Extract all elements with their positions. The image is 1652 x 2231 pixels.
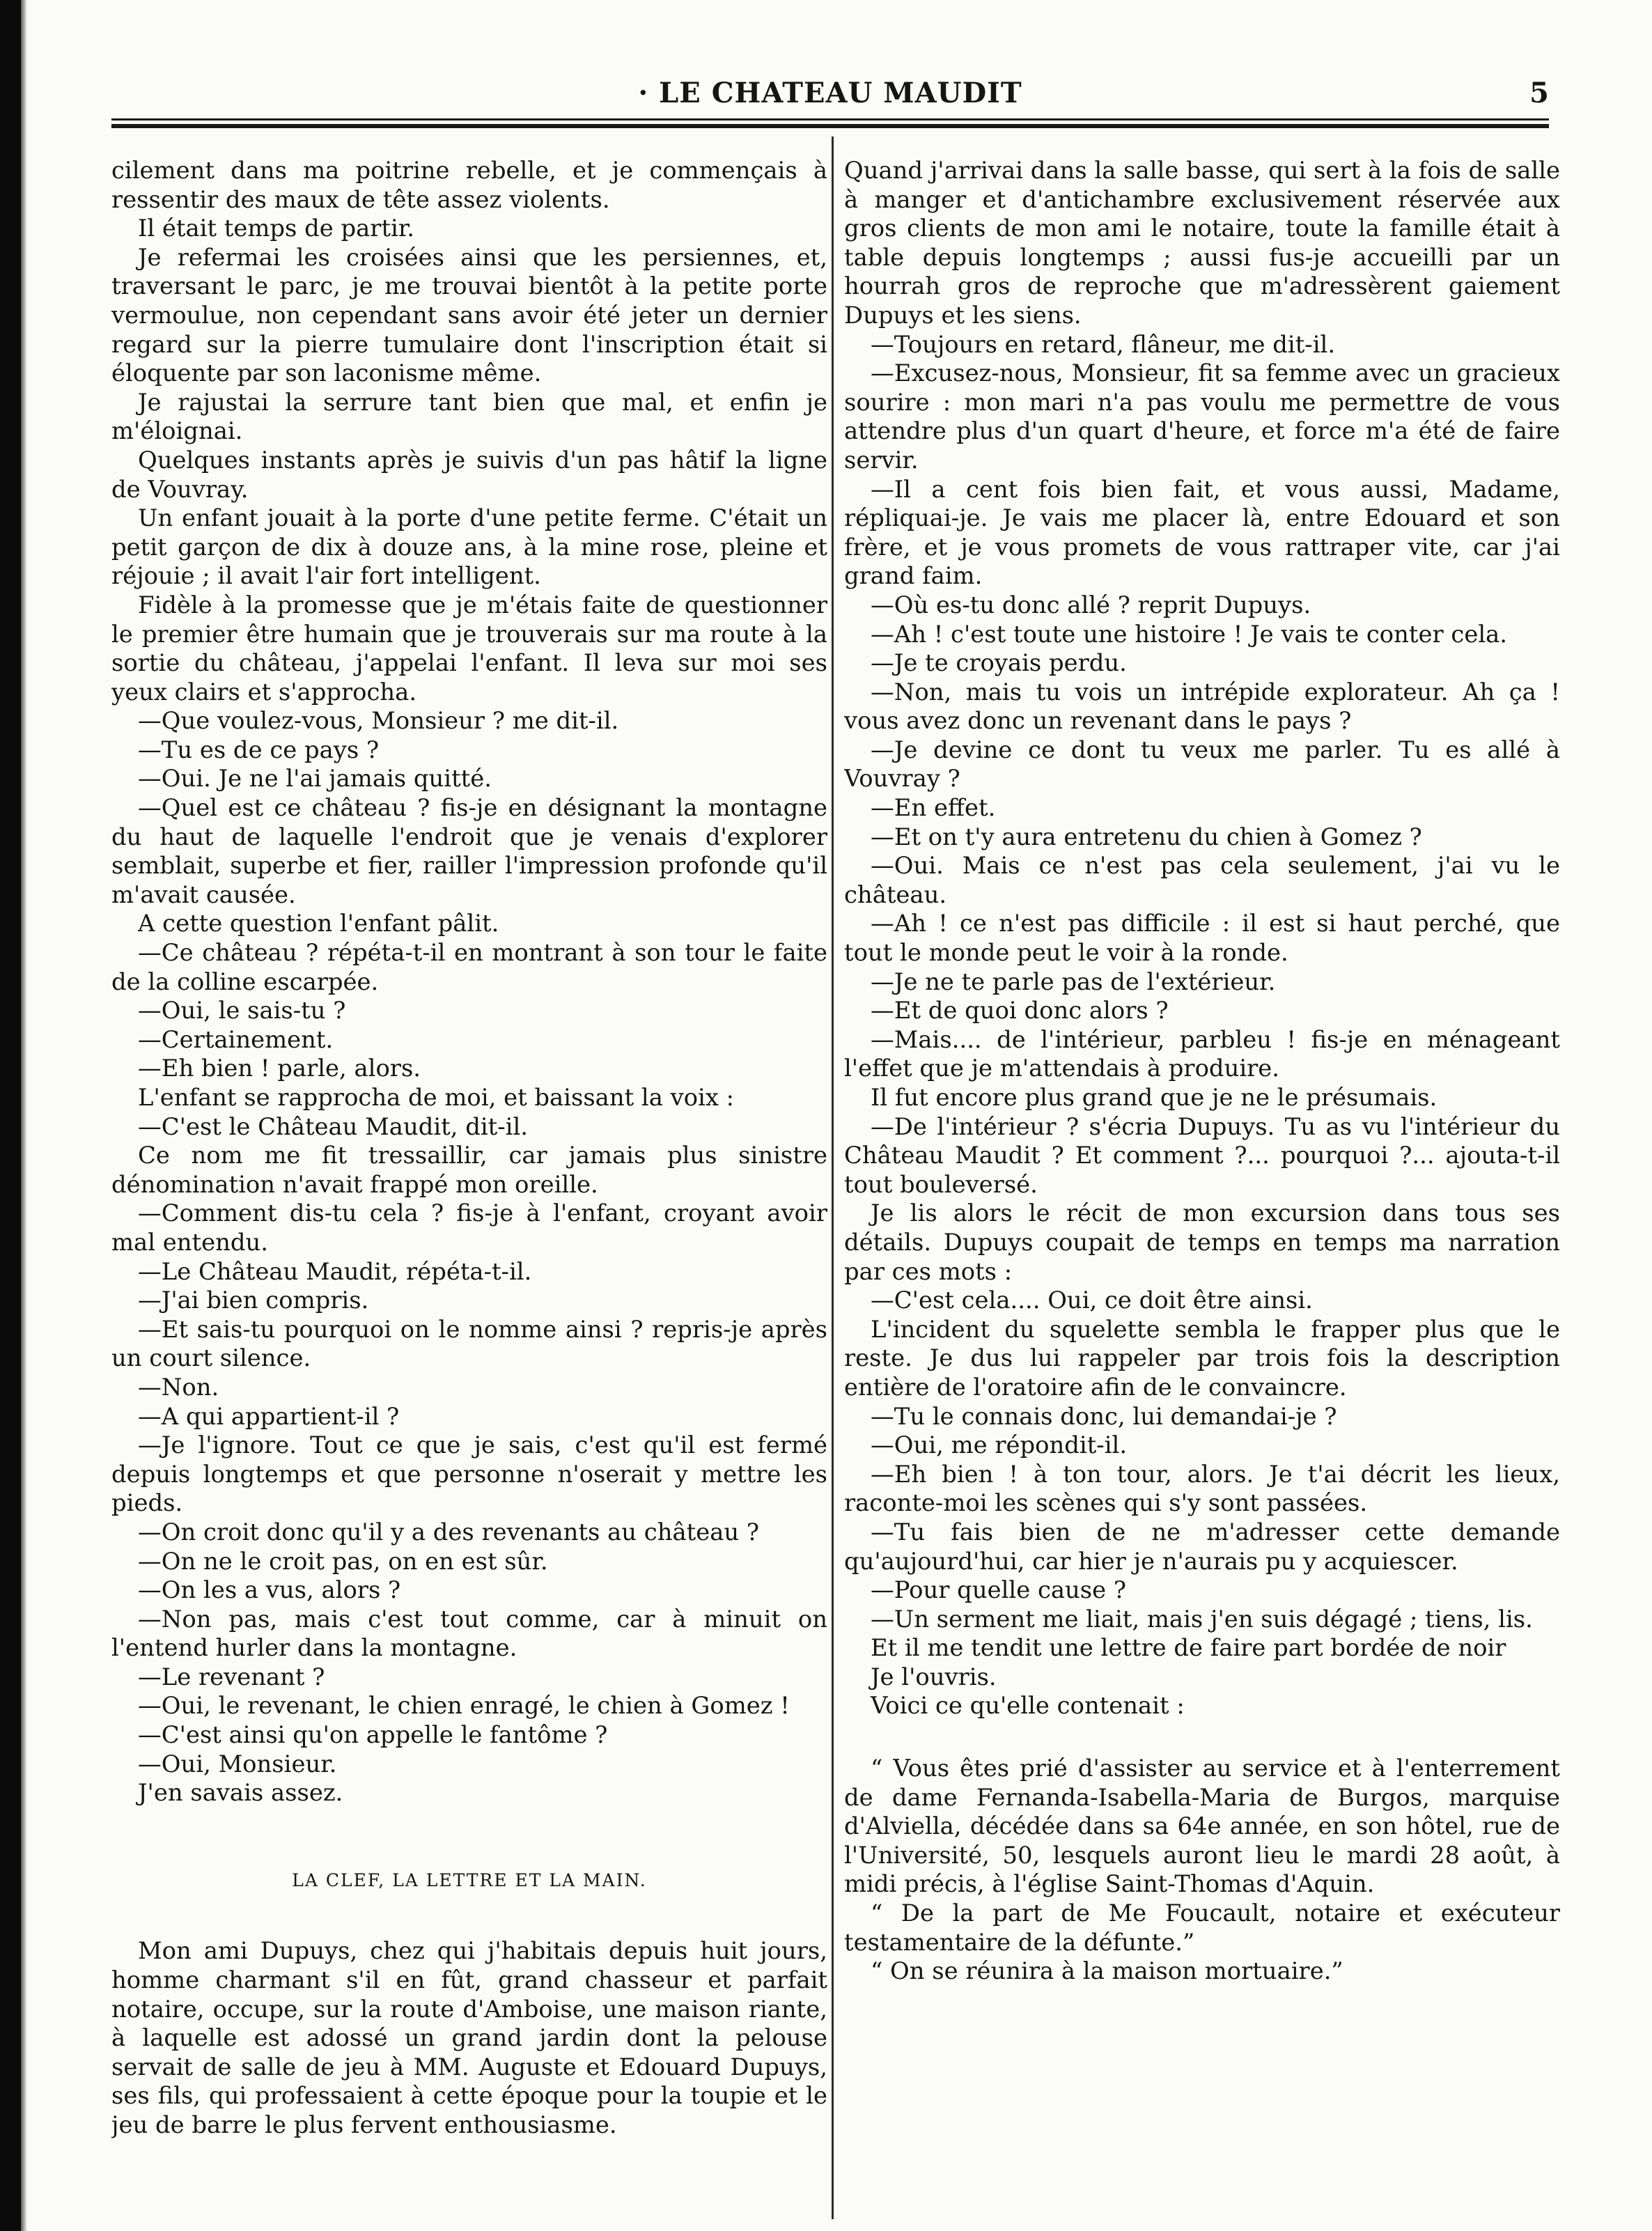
paragraph: Et il me tendit une lettre de faire part bordée de noir <box>871 1634 1506 1662</box>
page-number: 5 <box>1529 77 1549 109</box>
paragraph: —Tu fais bien de ne m'adresser cette demande qu'aujourd'hui, car hier je n'aurais pu y acquiescer. <box>844 1518 1560 1575</box>
paragraph: —Oui. Mais ce n'est pas cela seulement, j'ai vu le château. <box>844 852 1560 908</box>
paragraph: L'incident du squelette sembla le frapper plus que le reste. Je dus lui rappeler par trois fois la description entière de l'oratoire afin de le convaincre. <box>844 1315 1560 1401</box>
paragraph: —Eh bien ! parle, alors. <box>138 1055 421 1082</box>
paragraph: —On croit donc qu'il y a des revenants au château ? <box>138 1518 759 1546</box>
paragraph: Ce nom me fit tressaillir, car jamais plus sinistre dénomination n'avait frappé mon oreille. <box>111 1142 827 1198</box>
paragraph: —Oui, le sais-tu ? <box>138 997 346 1025</box>
paragraph: —Tu es de ce pays ? <box>138 736 380 763</box>
paragraph: —Excusez-nous, Monsieur, fit sa femme avec un gracieux sourire : mon mari n'a pas voulu me permettre de vous attendre plus d'un quart d'heure, et force m'a été de faire servir. <box>844 359 1560 474</box>
paragraph: —Ah ! ce n'est pas difficile : il est si haut perché, que tout le monde peut le voir à la ronde. <box>844 910 1560 967</box>
paragraph: “ Vous êtes prié d'assister au service et à l'enterrement de dame Fernanda-Isabella-Maria de Burgos, marquise d'Alviella, décédée dans sa 64e année, en son hôtel, rue de l'Université, 50, lesquels auront lieu le mardi 28 août, à midi précis, à l'église Saint-Thomas d'Aquin. <box>844 1755 1560 1898</box>
paragraph: —On ne le croit pas, on en est sûr. <box>138 1547 548 1575</box>
paragraph: —Non pas, mais c'est tout comme, car à minuit on l'entend hurler dans la montagne. <box>111 1605 827 1662</box>
paragraph: L'enfant se rapprocha de moi, et baissant la voix : <box>138 1084 735 1111</box>
paragraph: Un enfant jouait à la porte d'une petite ferme. C'était un petit garçon de dix à douze ans, à la mine rose, pleine et réjouie ; il avait l'air fort intelligent. <box>111 504 827 590</box>
header-rule-thick <box>111 124 1549 128</box>
paragraph: —Et sais-tu pourquoi on le nomme ainsi ? repris-je après un court silence. <box>111 1315 827 1372</box>
paragraph: —Oui, le revenant, le chien enragé, le chien à Gomez ! <box>138 1692 790 1720</box>
paragraph: —Le Château Maudit, répéta-t-il. <box>138 1257 532 1285</box>
paragraph: —Eh bien ! à ton tour, alors. Je t'ai décrit les lieux, raconte-moi les scènes qui s'y sont passées. <box>844 1460 1560 1517</box>
paragraph: —Non. <box>138 1373 219 1401</box>
paragraph: —On les a vus, alors ? <box>138 1576 401 1604</box>
paragraph: —Et on t'y aura entretenu du chien à Gomez ? <box>871 823 1422 850</box>
paragraph: “ De la part de Me Foucault, notaire et exécuteur testamentaire de la défunte.” <box>844 1899 1560 1956</box>
paragraph: —Ce château ? répéta-t-il en montrant à son tour le faite de la colline escarpée. <box>111 939 827 995</box>
paragraph: —Le revenant ? <box>138 1663 325 1690</box>
paragraph: —Je devine ce dont tu veux me parler. Tu es allé à Vouvray ? <box>844 736 1560 793</box>
paragraph: —Certainement. <box>138 1025 334 1053</box>
paragraph: —Ah ! c'est toute une histoire ! Je vais te conter cela. <box>871 620 1508 648</box>
paragraph: Voici ce qu'elle contenait : <box>871 1692 1185 1720</box>
paragraph: Fidèle à la promesse que je m'étais faite de questionner le premier être humain que je trouverais sur ma route à la sortie du château, j'appelai l'enfant. Il leva sur moi ses yeux clairs et s'approcha. <box>111 591 827 706</box>
paragraph: —Un serment me liait, mais j'en suis dégagé ; tiens, lis. <box>871 1605 1533 1633</box>
paragraph: —Mais.... de l'intérieur, parbleu ! fis-je en ménageant l'effet que je m'attendais à produire. <box>844 1025 1560 1082</box>
paragraph: Je rajustai la serrure tant bien que mal, et enfin je m'éloignai. <box>111 388 827 445</box>
paragraph: —Comment dis-tu cela ? fis-je à l'enfant, croyant avoir mal entendu. <box>111 1199 827 1256</box>
paragraph: —C'est ainsi qu'on appelle le fantôme ? <box>138 1721 608 1749</box>
column-divider <box>832 137 834 2219</box>
section-heading: LA CLEF, LA LETTRE ET LA MAIN. <box>292 1869 647 1890</box>
paragraph: —Oui. Je ne l'ai jamais quitté. <box>138 765 492 793</box>
paragraph: Quand j'arrivai dans la salle basse, qui sert à la fois de salle à manger et d'antichambre exclusivement réservée aux gros clients de mon ami le notaire, toute la famille était à table depuis longtemps ; aussi fus-je accueilli par un hourrah gros de reproche que m'adressèrent gaiement Dupuys et les siens. <box>844 157 1560 329</box>
paragraph: —Je te croyais perdu. <box>871 649 1127 677</box>
paragraph: Il fut encore plus grand que je ne le présumais. <box>871 1084 1437 1111</box>
book-spine-shadow <box>0 0 21 2231</box>
paragraph: —A qui appartient-il ? <box>138 1402 400 1430</box>
paragraph: —C'est cela.... Oui, ce doit être ainsi. <box>871 1286 1313 1314</box>
paragraph: —C'est le Château Maudit, dit-il. <box>138 1112 529 1140</box>
paragraph: —Je l'ignore. Tout ce que je sais, c'est qu'il est fermé depuis longtemps et que personne n'oserait y mettre les pieds. <box>111 1431 827 1517</box>
paragraph: —En effet. <box>871 794 996 822</box>
paragraph: —Oui, me répondit-il. <box>871 1431 1128 1459</box>
paragraph: —Que voulez-vous, Monsieur ? me dit-il. <box>138 707 619 735</box>
text-column-right <box>844 156 1560 2176</box>
paragraph: —Où es-tu donc allé ? reprit Dupuys. <box>871 591 1311 619</box>
text-column-left <box>111 156 827 2176</box>
page-header <box>111 77 1549 118</box>
paragraph: —Non, mais tu vois un intrépide explorateur. Ah ça ! vous avez donc un revenant dans le pays ? <box>844 678 1560 735</box>
paragraph: —De l'intérieur ? s'écria Dupuys. Tu as vu l'intérieur du Château Maudit ? Et comment ?... pourquoi ?... ajouta-t-il tout bouleversé. <box>844 1112 1560 1198</box>
paragraph: J'en savais assez. <box>138 1779 343 1807</box>
paragraph: cilement dans ma poitrine rebelle, et je commençais à ressentir des maux de tête assez violents. <box>111 157 827 213</box>
paragraph: Quelques instants après je suivis d'un pas hâtif la ligne de Vouvray. <box>111 446 827 503</box>
paragraph: —Pour quelle cause ? <box>871 1576 1126 1604</box>
paragraph: —Oui, Monsieur. <box>138 1750 337 1778</box>
paragraph: “ On se réunira à la maison mortuaire.” <box>871 1957 1343 1985</box>
paragraph: Mon ami Dupuys, chez qui j'habitais depuis huit jours, homme charmant s'il en fût, grand chasseur et parfait notaire, occupe, sur la route d'Amboise, une maison riante, à laquelle est adossé un grand jardin dont la pelouse servait de salle de jeu à MM. Auguste et Edouard Dupuys, ses fils, qui professaient à cette époque pour la toupie et le jeu de barre le plus fervent enthousiasme. <box>111 1937 827 2138</box>
paragraph: Il était temps de partir. <box>138 215 415 242</box>
running-title: · LE CHATEAU MAUDIT <box>638 77 1022 109</box>
paragraph: —Je ne te parle pas de l'extérieur. <box>871 967 1276 995</box>
paragraph: A cette question l'enfant pâlit. <box>138 910 499 938</box>
paragraph: —Toujours en retard, flâneur, me dit-il. <box>871 330 1336 358</box>
book-spine-edge <box>21 0 27 2231</box>
paragraph: —Et de quoi donc alors ? <box>871 997 1169 1025</box>
paragraph: —J'ai bien compris. <box>138 1286 369 1314</box>
header-rule-thin <box>111 118 1549 121</box>
paragraph: —Il a cent fois bien fait, et vous aussi, Madame, répliquai-je. Je vais me placer là, entre Edouard et son frère, et je vous promets de vous rattraper vite, car j'ai grand faim. <box>844 475 1560 590</box>
paragraph: Je refermai les croisées ainsi que les persiennes, et, traversant le parc, je me trouvai bientôt à la petite porte vermoulue, non cependant sans avoir été jeter un dernier regard sur la pierre tumulaire dont l'inscription était si éloquente par son laconisme même. <box>111 243 827 387</box>
paragraph: Je lis alors le récit de mon excursion dans tous ses détails. Dupuys coupait de temps en temps ma narration par ces mots : <box>844 1199 1560 1285</box>
paragraph: —Tu le connais donc, lui demandai-je ? <box>871 1402 1337 1430</box>
paragraph: Je l'ouvris. <box>871 1663 997 1690</box>
paragraph: —Quel est ce château ? fis-je en désignant la montagne du haut de laquelle l'endroit que je venais d'explorer semblait, superbe et fier, railler l'impression profonde qu'il m'avait causée. <box>111 794 827 908</box>
